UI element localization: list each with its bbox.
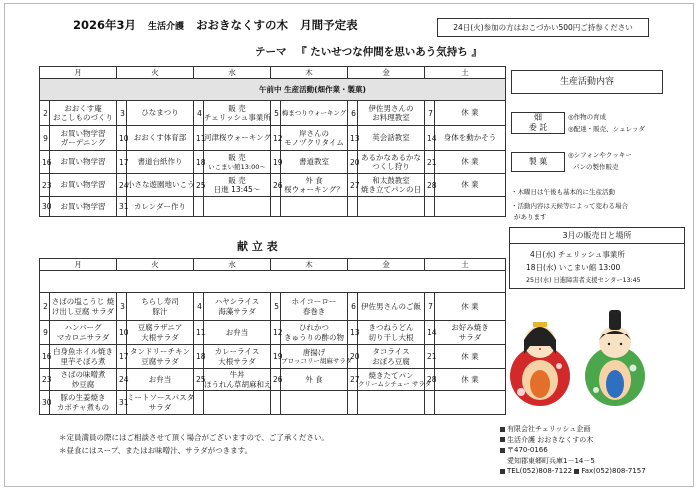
schedule-cell (204, 126, 271, 151)
day-number: 23 (40, 369, 50, 391)
schedule-cell-line: お買い物学習 (60, 157, 106, 167)
menu-cell (435, 321, 506, 345)
hatake-label-box (511, 112, 565, 134)
schedule-cell (435, 197, 506, 217)
theme-label: テーマ (255, 46, 287, 58)
menu-cell-line: 豚汁 (152, 306, 168, 316)
schedule-cell (281, 126, 348, 151)
menu-cell-line: カボチャ煮もの (56, 402, 110, 412)
day-number (425, 197, 435, 217)
schedule-cell-line: 販 売 (228, 103, 246, 113)
day-number: 31 (117, 197, 127, 217)
schedule-cell (358, 197, 425, 217)
schedule-cell (127, 151, 194, 174)
schedule-cell (127, 197, 194, 217)
schedule-cell-line: ガーデニング (60, 138, 106, 147)
seika-label: 製 菓 (511, 152, 565, 172)
menu-cell-line: タコライス (372, 347, 410, 357)
day-number: 28 (425, 174, 435, 197)
menu-cell-line: カレーライス (214, 347, 260, 357)
menu-cell-line: ホイコーロー (291, 297, 337, 307)
day-number: 17 (117, 345, 127, 369)
menu-cell (127, 345, 194, 369)
day-number: 21 (425, 151, 435, 174)
menu-cell-line: ブロッコリー胡麻サラダ (281, 357, 353, 366)
day-number: 4 (194, 293, 204, 321)
menu-cell (204, 391, 271, 415)
menu-cell-line: きゅうりの酢の物 (284, 332, 344, 342)
seika-text-2: パンの製作販売 (573, 163, 619, 171)
weekday-header: 火 (117, 67, 194, 79)
menu-cell-line: お好み焼き (451, 323, 489, 333)
menu-cell (281, 293, 348, 321)
schedule-cell (281, 197, 348, 217)
day-number: 28 (425, 369, 435, 391)
schedule-row (40, 174, 506, 197)
menu-cell (358, 321, 425, 345)
menu-cell (204, 369, 271, 391)
hatake-label: 畑 (534, 113, 542, 122)
menu-cell-line: 炒豆腐 (71, 379, 95, 389)
weekday-header: 土 (425, 67, 506, 79)
schedule-cell-line: チェリッシュ事業所 (204, 113, 271, 122)
sales-box (509, 227, 685, 289)
morning-activity-banner: 午前中 生産活動(畑作業・製菓) (40, 79, 506, 101)
menu-cell-line: クリームシチュー サラダ (358, 380, 432, 389)
menu-cell (281, 391, 348, 415)
theme-text: 『 たいせつな仲間を思いあう気持ち 』 (296, 46, 482, 58)
menu-cell (50, 321, 117, 345)
menu-cell-line: 里芋そぼろ煮 (60, 356, 106, 366)
schedule-cell (435, 174, 506, 197)
ohinasama-doll (510, 322, 570, 406)
menu-cell-line: サラダ (458, 332, 482, 342)
day-number: 14 (425, 321, 435, 345)
production-note-1: ・木曜日は午後も基本的に生産活動 (511, 188, 615, 196)
footer-note-1: ＊定員満員の際にはご相談させて頂く場合がございますので、ご了承ください。 (59, 433, 329, 442)
schedule-cell (358, 101, 425, 126)
menu-cell (281, 369, 348, 391)
schedule-cell (358, 151, 425, 174)
schedule-cell-line: 休 業 (461, 108, 479, 118)
menu-cell (204, 345, 271, 369)
page (4, 3, 694, 487)
menu-cell-line: 牛丼 (229, 370, 245, 380)
schedule-cell-line: お買い物学習 (60, 128, 106, 138)
schedule-cell-line: 焼き立てパンの日 (361, 185, 421, 194)
day-number: 11 (194, 126, 204, 151)
schedule-row (40, 101, 506, 126)
menu-cell-line: さばの味噌煮 (60, 370, 106, 380)
menu-cell-line: 白身魚ホイル焼き (53, 347, 113, 357)
day-number: 12 (271, 321, 281, 345)
day-number: 31 (117, 391, 127, 415)
schedule-cell-line: 販 売 (228, 175, 246, 185)
day-number: 16 (40, 345, 50, 369)
menu-cell-line: 休 業 (461, 374, 479, 384)
menu-cell (127, 293, 194, 321)
day-number: 26 (271, 369, 281, 391)
menu-cell-line: 休 業 (461, 301, 479, 311)
day-number: 6 (348, 293, 358, 321)
menu-cell (127, 321, 194, 345)
schedule-header-row (40, 67, 506, 79)
menu-cell-line: ちらし寿司 (141, 297, 179, 307)
day-number (194, 197, 204, 217)
schedule-cell (50, 197, 117, 217)
weekday-header: 土 (425, 259, 506, 271)
menu-row (40, 293, 506, 321)
schedule-cell-line: いこまい館13:00～ (208, 162, 266, 171)
org-info (500, 424, 646, 477)
menu-cell-line: ミートソースパスタ (127, 393, 195, 403)
schedule-cell (204, 174, 271, 197)
day-number: 10 (117, 321, 127, 345)
org-address: 愛知郡東郷町兵庫1－14－5 (507, 456, 595, 465)
production-title: 生産活動内容 (511, 70, 663, 94)
footer-note-2: ＊昼食にはスープ、またはお味噌汁、サラダがつきます。 (59, 446, 252, 455)
menu-cell-line: ハンバーグ (64, 323, 102, 333)
schedule-cell (358, 126, 425, 151)
menu-cell-line: 伊佐男さんのご飯 (361, 301, 421, 311)
day-number: 10 (117, 126, 127, 151)
day-number: 27 (348, 369, 358, 391)
weekday-header: 火 (117, 259, 194, 271)
schedule-cell-line: 外 食 (305, 175, 323, 185)
day-number: 25 (194, 369, 204, 391)
schedule-cell-line: おこしものづくり (53, 113, 113, 122)
schedule-cell (358, 174, 425, 197)
schedule-row (40, 197, 506, 217)
schedule-row (40, 151, 506, 174)
day-number: 27 (348, 174, 358, 197)
schedule-cell-line: つくし狩り (372, 162, 410, 171)
schedule-cell-line: ひなまつり (141, 108, 179, 118)
menu-cell-line: 外 食 (305, 374, 323, 384)
menu-cell-line: ハヤシライス (214, 297, 260, 307)
day-number: 5 (271, 293, 281, 321)
day-number: 6 (348, 101, 358, 126)
org-facility: 生活介護 おおきなくすの木 (507, 435, 594, 444)
menu-cell (435, 345, 506, 369)
schedule-cell (435, 126, 506, 151)
day-number: 13 (348, 321, 358, 345)
schedule-cell-line: 和太鼓教室 (372, 175, 410, 185)
schedule-cell-line: 岸さんの (299, 128, 329, 138)
menu-cell-line: さばの塩こうじ 焼 (51, 297, 115, 307)
schedule-cell-line: 小さな遊園地いこう (127, 180, 195, 190)
schedule-cell-line: 梅まつりウォーキング (281, 108, 347, 117)
menu-cell (435, 391, 506, 415)
schedule-cell-line: 休 業 (461, 157, 479, 167)
weekday-header: 金 (348, 259, 425, 271)
schedule-cell-line: 日進 13:45～ (213, 185, 261, 194)
day-number: 20 (348, 345, 358, 369)
schedule-cell (435, 101, 506, 126)
day-number: 20 (348, 151, 358, 174)
day-number: 17 (117, 151, 127, 174)
menu-row (40, 369, 506, 391)
service-label: 生活介護 (148, 22, 185, 32)
schedule-cell-line: カレンダー作り (133, 201, 186, 211)
production-note-2: ・活動内容は天候等によって変わる場合 (511, 202, 628, 210)
day-number: 18 (194, 151, 204, 174)
schedule-cell (204, 151, 271, 174)
menu-cell (281, 321, 348, 345)
weekday-header: 金 (348, 67, 425, 79)
day-number: 11 (194, 321, 204, 345)
schedule-cell-line: 伊佐男さんの (368, 103, 414, 113)
page-title (73, 17, 358, 33)
schedule-cell-line: おおくす庵 (64, 103, 102, 113)
day-number: 16 (40, 151, 50, 174)
menu-cell-line: ひれかつ (299, 323, 329, 333)
schedule-cell (435, 151, 506, 174)
schedule-table (39, 66, 506, 217)
menu-cell (281, 345, 353, 369)
day-number: 4 (194, 101, 204, 126)
day-number: 30 (40, 391, 50, 415)
hatake-text-2: ◎配達・販売、シュレッダ (568, 125, 645, 133)
schedule-cell (127, 101, 194, 126)
menu-cell (127, 391, 194, 415)
menu-cell-line: サラダ (148, 402, 172, 412)
menu-row (40, 345, 506, 369)
day-number: 7 (425, 293, 435, 321)
day-number: 24 (117, 369, 127, 391)
schedule-cell-line: 休 業 (461, 180, 479, 190)
hina-dolls-illustration (503, 304, 653, 414)
day-number: 13 (348, 126, 358, 151)
month-label: 2026年3月 (73, 18, 137, 32)
theme-line (255, 44, 482, 59)
day-number: 30 (40, 197, 50, 217)
menu-cell-line: 休 業 (461, 351, 479, 361)
day-number: 9 (40, 321, 50, 345)
schedule-cell-line: あるかなあるかな (361, 152, 421, 162)
menu-spacer-row (40, 271, 506, 293)
schedule-row (40, 126, 506, 151)
day-number: 18 (194, 345, 204, 369)
weekday-header: 月 (40, 259, 117, 271)
day-number (271, 197, 281, 217)
schedule-cell-line: 河津桜ウォーキング (204, 133, 271, 143)
day-number (271, 391, 281, 415)
day-number: 24 (117, 174, 127, 197)
day-number (194, 391, 204, 415)
odairisama-doll (585, 310, 645, 406)
menu-cell-line: 豆腐ラザニア (137, 323, 183, 333)
day-number: 14 (425, 126, 435, 151)
menu-row (40, 391, 506, 415)
day-number: 2 (40, 293, 50, 321)
org-tel: TEL(052)808-7122 (507, 467, 573, 476)
schedule-cell (50, 101, 117, 126)
sales-item: 25日(水) 日進障害者支援センター13:45 (526, 277, 641, 284)
weekday-header: 水 (194, 67, 271, 79)
menu-cell (204, 293, 271, 321)
org-company: 有限会社チェリッシュ企画 (507, 425, 591, 433)
menu-cell-line: お弁当 (148, 374, 172, 384)
itaku-label: 委 託 (528, 123, 548, 132)
schedule-cell-line: お料理教室 (372, 113, 410, 122)
schedule-cell (127, 174, 194, 197)
menu-cell (50, 391, 117, 415)
day-number: 19 (271, 345, 281, 369)
menu-cell (435, 369, 506, 391)
menu-cell (50, 293, 117, 321)
weekday-header: 木 (271, 259, 348, 271)
schedule-cell (281, 151, 348, 174)
seika-text-1: ◎シフォンやクッキー (568, 151, 632, 159)
schedule-cell-line: モノヅクリタイム (284, 138, 344, 147)
schedule-cell (281, 101, 348, 126)
menu-cell-line: 大根サラダ (218, 356, 256, 366)
menu-cell-line: お弁当 (225, 327, 249, 337)
menu-cell (358, 345, 425, 369)
schedule-cell (50, 174, 117, 197)
schedule-cell (281, 174, 348, 197)
weekday-header: 水 (194, 259, 271, 271)
schedule-cell-line: おおくす体育部 (133, 133, 187, 143)
menu-cell-line: マカロニサラダ (56, 332, 110, 342)
menu-cell (50, 369, 117, 391)
day-number: 26 (271, 174, 281, 197)
sales-item: 18日(水) いこまい館 13:00 (526, 263, 621, 272)
day-number: 21 (425, 345, 435, 369)
day-number: 23 (40, 174, 50, 197)
menu-row (40, 321, 506, 345)
menu-cell-line: 海藻サラダ (218, 306, 256, 316)
day-number: 7 (425, 101, 435, 126)
menu-cell-line: 大根サラダ (141, 332, 179, 342)
menu-cell-line: きつねうどん (368, 323, 414, 333)
menu-cell-line: 唐揚げ (302, 347, 326, 357)
schedule-title: 月間予定表 (300, 18, 358, 32)
hatake-text-1: ◎作物の育成 (568, 113, 607, 121)
day-number: 3 (117, 101, 127, 126)
weekday-header: 月 (40, 67, 117, 79)
allowance-note: 24日(火)参加の方はおこづかい500円ご持参ください (437, 18, 649, 37)
schedule-cell-line: 書道台紙作り (137, 157, 183, 167)
menu-cell-line: け出し豆腐 サラダ (51, 306, 115, 316)
schedule-cell-line: お買い物学習 (60, 201, 106, 211)
day-number (348, 391, 358, 415)
schedule-cell (127, 126, 194, 151)
menu-cell (204, 321, 271, 345)
menu-cell (435, 293, 506, 321)
day-number: 19 (271, 151, 281, 174)
schedule-cell-line: お買い物学習 (60, 180, 106, 190)
menu-cell (358, 391, 425, 415)
menu-cell-line: タンドリーチキン (130, 347, 190, 357)
schedule-cell (204, 197, 271, 217)
day-number: 2 (40, 101, 50, 126)
org-postal: 〒470-0166 (507, 446, 548, 455)
day-number (348, 197, 358, 217)
menu-cell-line: 切り干し大根 (368, 332, 414, 342)
menu-cell-line: ほうれん草胡麻和え (204, 379, 272, 389)
schedule-cell-line: 書道教室 (299, 157, 329, 167)
day-number: 9 (40, 126, 50, 151)
schedule-cell (50, 126, 117, 151)
menu-title: 献 立 表 (237, 240, 278, 253)
day-number: 25 (194, 174, 204, 197)
day-number: 5 (271, 101, 281, 126)
menu-header-row (40, 259, 506, 271)
sales-item: 4日(水) チェリッシュ事業所 (530, 250, 625, 259)
facility-name: おおきなくすの木 (196, 18, 289, 32)
menu-cell-line: 春巻き (302, 306, 326, 316)
menu-cell-line: 豆腐サラダ (141, 356, 179, 366)
schedule-cell (204, 101, 271, 126)
org-fax: Fax(052)808-7157 (581, 467, 646, 476)
day-number: 3 (117, 293, 127, 321)
day-number (425, 391, 435, 415)
sales-title: 3月の販売日と場所 (510, 228, 684, 244)
menu-cell (358, 293, 425, 321)
menu-cell-line: 豚の生姜焼き (60, 393, 106, 403)
schedule-cell-line: 販 売 (228, 153, 246, 163)
production-note-3: があります (514, 213, 547, 221)
schedule-cell-line: 英会話教室 (372, 133, 410, 143)
schedule-cell (50, 151, 117, 174)
menu-table (39, 258, 506, 415)
menu-cell (50, 345, 117, 369)
schedule-cell-line: 身体を動かそう (443, 133, 497, 143)
menu-cell-line: おぼろ豆腐 (372, 356, 410, 366)
production-details (511, 100, 689, 180)
menu-cell-line: 焼きたてパン (368, 370, 414, 380)
weekday-header: 木 (271, 67, 348, 79)
day-number: 12 (271, 126, 281, 151)
schedule-cell-line: 桜ウォーキング？ (284, 185, 344, 194)
menu-cell (127, 369, 194, 391)
